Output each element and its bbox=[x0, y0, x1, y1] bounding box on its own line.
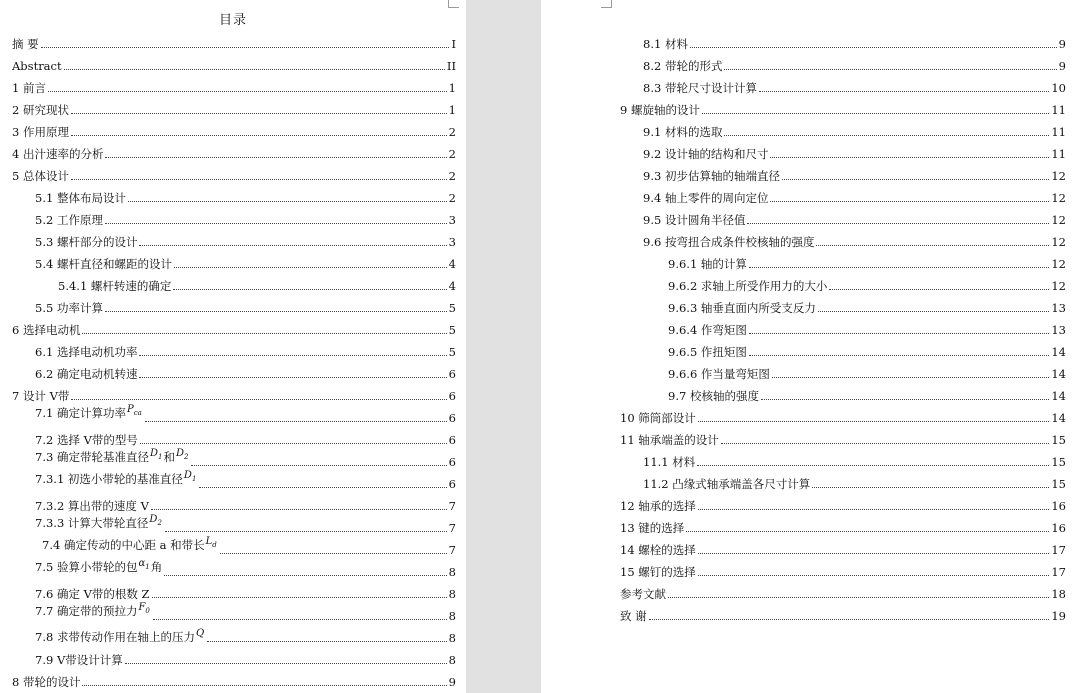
toc-entry-label: 7.3.2 算出带的速度 V bbox=[35, 499, 149, 513]
document-page-right[interactable] bbox=[541, 0, 1091, 693]
dot-leader bbox=[48, 91, 447, 92]
toc-page-number: 6 bbox=[448, 477, 456, 491]
dot-leader bbox=[782, 179, 1049, 180]
toc-entry[interactable] bbox=[35, 209, 456, 227]
toc-entry-label: 7.2 选择 V带的型号 bbox=[35, 433, 138, 447]
dot-leader bbox=[698, 509, 1050, 510]
dot-leader bbox=[761, 399, 1049, 400]
toc-entry-label: 致 谢 bbox=[620, 609, 647, 623]
dot-leader bbox=[145, 421, 447, 422]
toc-title: 目录 bbox=[218, 13, 247, 28]
toc-entry[interactable] bbox=[35, 404, 456, 425]
dot-leader bbox=[649, 619, 1050, 620]
dot-leader bbox=[140, 443, 447, 444]
toc-page-number: 5 bbox=[448, 345, 456, 359]
toc-page-number: 15 bbox=[1051, 433, 1066, 447]
toc-page-number: 15 bbox=[1051, 455, 1066, 469]
toc-page-number: 14 bbox=[1051, 389, 1066, 403]
toc-page-number: 19 bbox=[1051, 609, 1066, 623]
toc-entry-label: 8.1 材料 bbox=[643, 37, 688, 51]
toc-page-number: 13 bbox=[1051, 323, 1066, 337]
dot-leader bbox=[207, 641, 447, 642]
toc-entry[interactable] bbox=[668, 319, 1066, 337]
toc-entry[interactable] bbox=[643, 209, 1066, 227]
math-symbol: Q bbox=[195, 628, 205, 639]
dot-leader bbox=[139, 377, 446, 378]
toc-entry-label: 4 出汁速率的分析 bbox=[12, 147, 104, 161]
toc-entry[interactable] bbox=[620, 561, 1066, 579]
toc-entry[interactable] bbox=[620, 495, 1066, 513]
toc-entry[interactable] bbox=[643, 187, 1066, 205]
toc-entry-label: 8.3 带轮尺寸设计计算 bbox=[643, 81, 757, 95]
toc-page-number: 16 bbox=[1051, 521, 1066, 535]
page-gap bbox=[466, 0, 541, 693]
dot-leader bbox=[668, 597, 1049, 598]
toc-entry-label: 9.6.4 作弯矩图 bbox=[668, 323, 747, 337]
toc-entry-label: 15 螺钉的选择 bbox=[620, 565, 696, 579]
toc-entry[interactable] bbox=[35, 187, 456, 205]
toc-page-number: 17 bbox=[1051, 543, 1066, 557]
toc-entry[interactable] bbox=[643, 143, 1066, 161]
toc-page-number: 12 bbox=[1051, 235, 1066, 249]
toc-entry[interactable] bbox=[620, 517, 1066, 535]
toc-page-number: 2 bbox=[448, 191, 456, 205]
dot-leader bbox=[139, 245, 446, 246]
toc-page-number: 16 bbox=[1051, 499, 1066, 513]
toc-entry[interactable] bbox=[35, 602, 456, 623]
toc-entry[interactable] bbox=[35, 253, 456, 271]
dot-leader bbox=[165, 531, 447, 532]
toc-entry[interactable] bbox=[35, 231, 456, 249]
dot-leader bbox=[772, 377, 1049, 378]
toc-page-number: 6 bbox=[448, 367, 456, 381]
toc-entry-label: 7.5 验算小带轮的包$\alpha_1$角 bbox=[35, 558, 163, 574]
toc-entry-label: 14 螺栓的选择 bbox=[620, 543, 696, 557]
toc-entry[interactable] bbox=[620, 99, 1066, 117]
toc-entry-label: 7.6 确定 V带的根数 Z bbox=[35, 587, 150, 601]
dot-leader bbox=[173, 289, 446, 290]
toc-page-number: 12 bbox=[1051, 169, 1066, 183]
toc-page-number: 3 bbox=[448, 213, 456, 227]
dot-leader bbox=[749, 267, 1049, 268]
toc-entry-label: 9.4 轴上零件的周向定位 bbox=[643, 191, 769, 205]
toc-entry[interactable] bbox=[12, 671, 456, 689]
dot-leader bbox=[105, 311, 447, 312]
toc-page-number: 6 bbox=[448, 455, 456, 469]
dot-leader bbox=[702, 113, 1049, 114]
dot-leader bbox=[759, 91, 1049, 92]
dot-leader bbox=[770, 157, 1049, 158]
toc-page-number: 3 bbox=[448, 235, 456, 249]
toc-page-number: 12 bbox=[1051, 279, 1066, 293]
toc-entry-label: 8.2 带轮的形式 bbox=[643, 59, 723, 73]
toc-page-number: 9 bbox=[448, 675, 456, 689]
toc-entry[interactable] bbox=[12, 319, 456, 337]
dot-leader bbox=[749, 355, 1049, 356]
toc-entry[interactable] bbox=[42, 536, 456, 557]
toc-entry-label: 9.3 初步估算轴的轴端直径 bbox=[643, 169, 780, 183]
toc-page-number: 11 bbox=[1051, 125, 1066, 139]
dot-leader bbox=[812, 487, 1049, 488]
toc-page-number: 14 bbox=[1051, 367, 1066, 381]
math-symbol: $L_d$ bbox=[205, 536, 217, 549]
dot-leader bbox=[71, 179, 447, 180]
math-symbol: $D_1$ bbox=[149, 448, 163, 461]
math-symbol: $D_1$ bbox=[183, 470, 197, 483]
dot-leader bbox=[71, 135, 447, 136]
toc-page-number: 4 bbox=[448, 279, 456, 293]
toc-entry-label: 9 螺旋轴的设计 bbox=[620, 103, 700, 117]
toc-entry-label: 7.8 求带传动作用在轴上的压力Q bbox=[35, 628, 205, 644]
margin-corner-mark bbox=[448, 0, 459, 8]
toc-entry[interactable] bbox=[12, 143, 456, 161]
toc-entry-label: 7 设计 V带 bbox=[12, 389, 70, 403]
toc-entry-label: 9.5 设计圆角半径值 bbox=[643, 213, 746, 227]
toc-entry[interactable] bbox=[12, 99, 456, 117]
toc-page-number: 8 bbox=[448, 565, 456, 579]
toc-page-number: 9 bbox=[1058, 37, 1066, 51]
margin-corner-mark bbox=[601, 0, 612, 8]
toc-page-number: 12 bbox=[1051, 257, 1066, 271]
dot-leader bbox=[153, 619, 447, 620]
dot-leader bbox=[41, 47, 450, 48]
toc-entry-label: 10 筛筒部设计 bbox=[620, 411, 696, 425]
toc-page-number: 7 bbox=[448, 521, 456, 535]
dot-leader bbox=[698, 553, 1050, 554]
toc-entry[interactable] bbox=[620, 539, 1066, 557]
toc-entry-label: 12 轴承的选择 bbox=[620, 499, 696, 513]
toc-entry[interactable] bbox=[12, 385, 456, 403]
toc-page-number: 4 bbox=[448, 257, 456, 271]
dot-leader bbox=[191, 465, 446, 466]
toc-page-number: 2 bbox=[448, 125, 456, 139]
toc-entry-label: 7.7 确定带的预拉力$F_0$ bbox=[35, 602, 150, 618]
dot-leader bbox=[816, 245, 1049, 246]
dot-leader bbox=[151, 509, 447, 510]
toc-entry-label: 5.4.1 螺杆转速的确定 bbox=[58, 279, 172, 293]
toc-entry[interactable] bbox=[35, 429, 456, 447]
dot-leader bbox=[105, 223, 447, 224]
math-symbol: $D_2$ bbox=[149, 514, 162, 527]
toc-entry-label: 1 前言 bbox=[12, 81, 46, 95]
toc-entry[interactable] bbox=[35, 649, 456, 667]
toc-entry[interactable] bbox=[620, 583, 1066, 601]
dot-leader bbox=[164, 575, 446, 576]
toc-entry-label: 7.3 确定带轮基准直径$D_1$和$D_2$ bbox=[35, 448, 189, 464]
toc-page-number: 6 bbox=[448, 411, 456, 425]
toc-entry[interactable] bbox=[620, 605, 1066, 623]
toc-entry-label: 5.1 整体布局设计 bbox=[35, 191, 126, 205]
toc-page-number: 17 bbox=[1051, 565, 1066, 579]
toc-page-number: 12 bbox=[1051, 191, 1066, 205]
dot-leader bbox=[174, 267, 447, 268]
dot-leader bbox=[698, 421, 1050, 422]
toc-entry-label: 5.2 工作原理 bbox=[35, 213, 103, 227]
toc-page-number: II bbox=[446, 59, 456, 73]
toc-page-number: 7 bbox=[448, 499, 456, 513]
toc-entry[interactable] bbox=[35, 495, 456, 513]
toc-entry[interactable] bbox=[12, 33, 456, 51]
math-symbol: $D_2$ bbox=[175, 448, 189, 461]
toc-entry-label: 13 键的选择 bbox=[620, 521, 685, 535]
toc-page-number: 1 bbox=[448, 103, 456, 117]
toc-entry-label: 3 作用原理 bbox=[12, 125, 69, 139]
toc-page-number: 14 bbox=[1051, 411, 1066, 425]
dot-leader bbox=[690, 47, 1057, 48]
toc-entry-label: 11 轴承端盖的设计 bbox=[620, 433, 719, 447]
toc-entry[interactable] bbox=[35, 341, 456, 359]
math-symbol: $P_{ca}$ bbox=[126, 404, 142, 417]
dot-leader bbox=[139, 355, 446, 356]
toc-entry[interactable] bbox=[643, 55, 1066, 73]
toc-page-number: 2 bbox=[448, 147, 456, 161]
toc-page-number: 8 bbox=[448, 653, 456, 667]
toc-entry[interactable] bbox=[35, 448, 456, 469]
toc-entry[interactable] bbox=[35, 583, 456, 601]
dot-leader bbox=[71, 399, 446, 400]
toc-entry-label: 6.1 选择电动机功率 bbox=[35, 345, 138, 359]
toc-entry-label: 9.6.1 轴的计算 bbox=[668, 257, 747, 271]
toc-entry[interactable] bbox=[668, 253, 1066, 271]
toc-page-number: 12 bbox=[1051, 213, 1066, 227]
toc-entry-label: 9.2 设计轴的结构和尺寸 bbox=[643, 147, 769, 161]
toc-entry[interactable] bbox=[12, 55, 456, 73]
toc-entry[interactable] bbox=[58, 275, 456, 293]
dot-leader bbox=[128, 201, 447, 202]
toc-entry-label: 摘 要 bbox=[12, 37, 39, 51]
dot-leader bbox=[152, 597, 447, 598]
toc-page-number: 13 bbox=[1051, 301, 1066, 315]
toc-page-number: 8 bbox=[448, 631, 456, 645]
toc-entry[interactable] bbox=[668, 297, 1066, 315]
toc-entry[interactable] bbox=[643, 121, 1066, 139]
dot-leader bbox=[749, 333, 1049, 334]
toc-entry-label: 9.6.5 作扭矩图 bbox=[668, 345, 747, 359]
document-page-left[interactable] bbox=[0, 0, 466, 693]
toc-entry[interactable] bbox=[35, 363, 456, 381]
toc-page-number: 2 bbox=[448, 169, 456, 183]
dot-leader bbox=[770, 201, 1049, 202]
math-symbol: $\alpha_1$ bbox=[138, 558, 150, 571]
toc-entry[interactable] bbox=[12, 77, 456, 95]
toc-entry-label: 6.2 确定电动机转速 bbox=[35, 367, 138, 381]
toc-entry-label: 7.1 确定计算功率$P_{ca}$ bbox=[35, 404, 142, 420]
dot-leader bbox=[724, 69, 1056, 70]
toc-page-number: 1 bbox=[448, 81, 456, 95]
toc-entry-label: 8 带轮的设计 bbox=[12, 675, 81, 689]
toc-page-number: 7 bbox=[448, 543, 456, 557]
toc-page-number: 8 bbox=[448, 609, 456, 623]
toc-page-number: 5 bbox=[448, 323, 456, 337]
toc-entry[interactable] bbox=[643, 77, 1066, 95]
toc-page-number: 11 bbox=[1051, 103, 1066, 117]
toc-entry[interactable] bbox=[620, 429, 1066, 447]
toc-page-number: 8 bbox=[448, 587, 456, 601]
dot-leader bbox=[105, 157, 446, 158]
toc-entry-label: 11.2 凸缘式轴承端盖各尺寸计算 bbox=[643, 477, 811, 491]
toc-entry[interactable] bbox=[643, 231, 1066, 249]
toc-entry[interactable] bbox=[668, 341, 1066, 359]
dot-leader bbox=[829, 289, 1049, 290]
toc-entry[interactable] bbox=[668, 385, 1066, 403]
toc-entry[interactable] bbox=[35, 470, 456, 491]
dot-leader bbox=[721, 443, 1050, 444]
toc-entry[interactable] bbox=[643, 473, 1066, 491]
toc-entry-label: 5.3 螺杆部分的设计 bbox=[35, 235, 138, 249]
toc-page-number: 15 bbox=[1051, 477, 1066, 491]
toc-entry[interactable] bbox=[620, 407, 1066, 425]
toc-entry[interactable] bbox=[12, 121, 456, 139]
toc-entry[interactable] bbox=[12, 165, 456, 183]
toc-entry-label: 5.5 功率计算 bbox=[35, 301, 103, 315]
toc-entry[interactable] bbox=[35, 514, 456, 535]
toc-entry-label: Abstract bbox=[12, 59, 62, 73]
toc-page-number: 6 bbox=[448, 389, 456, 403]
toc-page-number: 10 bbox=[1051, 81, 1066, 95]
toc-entry-label: 11.1 材料 bbox=[643, 455, 696, 469]
toc-page-number: 14 bbox=[1051, 345, 1066, 359]
dot-leader bbox=[698, 575, 1050, 576]
toc-entry[interactable] bbox=[668, 275, 1066, 293]
toc-entry-label: 6 选择电动机 bbox=[12, 323, 81, 337]
toc-entry-label: 5 总体设计 bbox=[12, 169, 69, 183]
toc-entry-label: 7.3.3 计算大带轮直径$D_2$ bbox=[35, 514, 162, 530]
toc-entry-label: 7.3.1 初选小带轮的基准直径$D_1$ bbox=[35, 470, 197, 486]
toc-entry-label: 9.7 校核轴的强度 bbox=[668, 389, 759, 403]
dot-leader bbox=[747, 223, 1049, 224]
toc-entry-label: 9.6.2 求轴上所受作用力的大小 bbox=[668, 279, 828, 293]
dot-leader bbox=[125, 663, 447, 664]
dot-leader bbox=[199, 487, 446, 488]
toc-entry-label: 参考文献 bbox=[620, 587, 666, 601]
dot-leader bbox=[71, 113, 447, 114]
toc-entry-label: 7.9 V带设计计算 bbox=[35, 653, 123, 667]
toc-entry-label: 5.4 螺杆直径和螺距的设计 bbox=[35, 257, 172, 271]
toc-page-number: 9 bbox=[1058, 59, 1066, 73]
math-symbol: $F_0$ bbox=[138, 602, 150, 615]
toc-entry[interactable] bbox=[35, 627, 456, 645]
toc-entry-label: 2 研究现状 bbox=[12, 103, 69, 117]
dot-leader bbox=[724, 135, 1049, 136]
dot-leader bbox=[82, 333, 446, 334]
toc-page-number: 18 bbox=[1051, 587, 1066, 601]
toc-page-number: 6 bbox=[448, 433, 456, 447]
toc-entry-label: 9.6.6 作当量弯矩图 bbox=[668, 367, 770, 381]
dot-leader bbox=[686, 531, 1049, 532]
toc-page-number: I bbox=[451, 37, 456, 51]
toc-entry[interactable] bbox=[643, 165, 1066, 183]
dot-leader bbox=[220, 553, 447, 554]
toc-entry[interactable] bbox=[643, 451, 1066, 469]
dot-leader bbox=[64, 69, 445, 70]
toc-entry[interactable] bbox=[643, 33, 1066, 51]
toc-page-number: 11 bbox=[1051, 147, 1066, 161]
dot-leader bbox=[697, 465, 1049, 466]
toc-entry-label: 9.1 材料的选取 bbox=[643, 125, 723, 139]
toc-entry-label: 7.4 确定传动的中心距 a 和带长$L_d$ bbox=[42, 536, 217, 552]
toc-entry[interactable] bbox=[668, 363, 1066, 381]
toc-page-number: 5 bbox=[448, 301, 456, 315]
toc-entry-label: 9.6.3 轴垂直面内所受支反力 bbox=[668, 301, 816, 315]
toc-entry-label: 9.6 按弯扭合成条件校核轴的强度 bbox=[643, 235, 815, 249]
toc-entry[interactable] bbox=[35, 297, 456, 315]
dot-leader bbox=[818, 311, 1049, 312]
dot-leader bbox=[82, 685, 446, 686]
toc-entry[interactable] bbox=[35, 558, 456, 579]
